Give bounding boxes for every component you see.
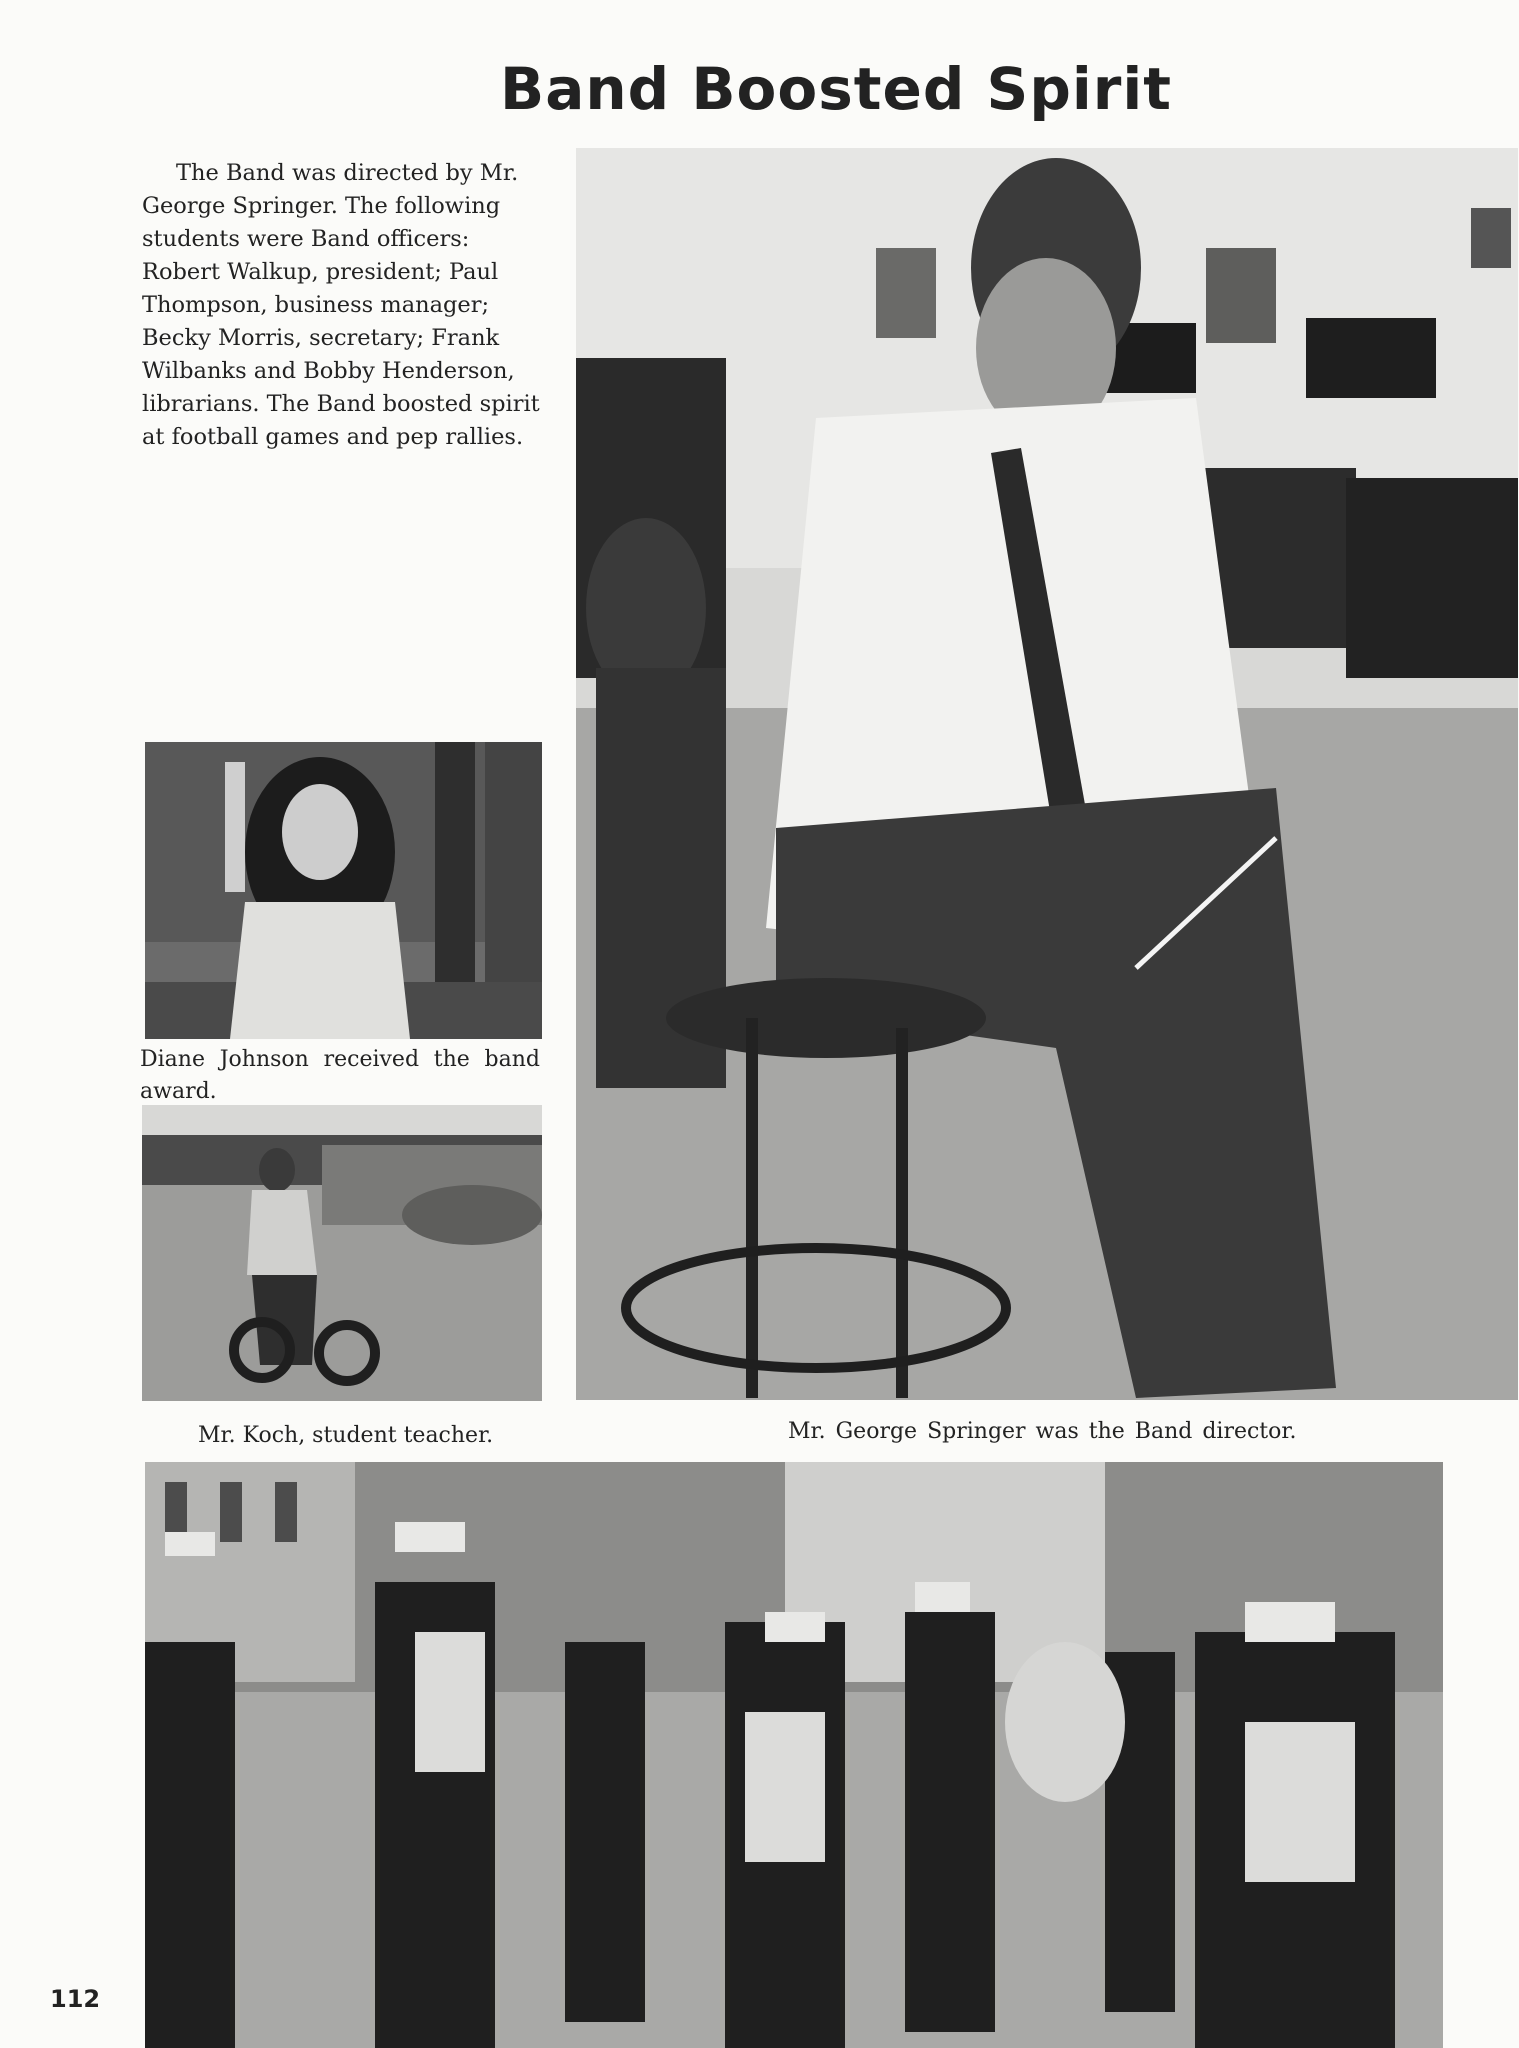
student-teacher-caption: Mr. Koch, student teacher.: [198, 1423, 494, 1448]
marching-band-photo-image: [145, 1462, 1443, 2048]
marching-band-photo: [145, 1462, 1443, 2048]
director-photo: [576, 148, 1518, 1400]
intro-paragraph: [142, 157, 542, 454]
band-award-caption: Diane Johnson received the band award.: [140, 1047, 540, 1104]
director-photo-image: [576, 148, 1518, 1400]
student-teacher-photo-image: [142, 1105, 542, 1401]
intro-text: The Band was directed by Mr. George Springer. The following students were Band officers: Robert Walkup, president; Paul Thompson, business manager; Becky Morris, secretary; Frank Wilbanks and Bobby Henderson, librarians. The Band boosted spirit at football games and pep rallies.: [142, 160, 540, 450]
band-award-photo: [145, 742, 542, 1039]
director-caption: Mr. George Springer was the Band director.: [788, 1419, 1297, 1444]
student-teacher-photo: [142, 1105, 542, 1401]
band-award-photo-image: [145, 742, 542, 1039]
page-title: Band Boosted Spirit: [500, 55, 1172, 123]
page-number: 112: [50, 1985, 101, 2013]
